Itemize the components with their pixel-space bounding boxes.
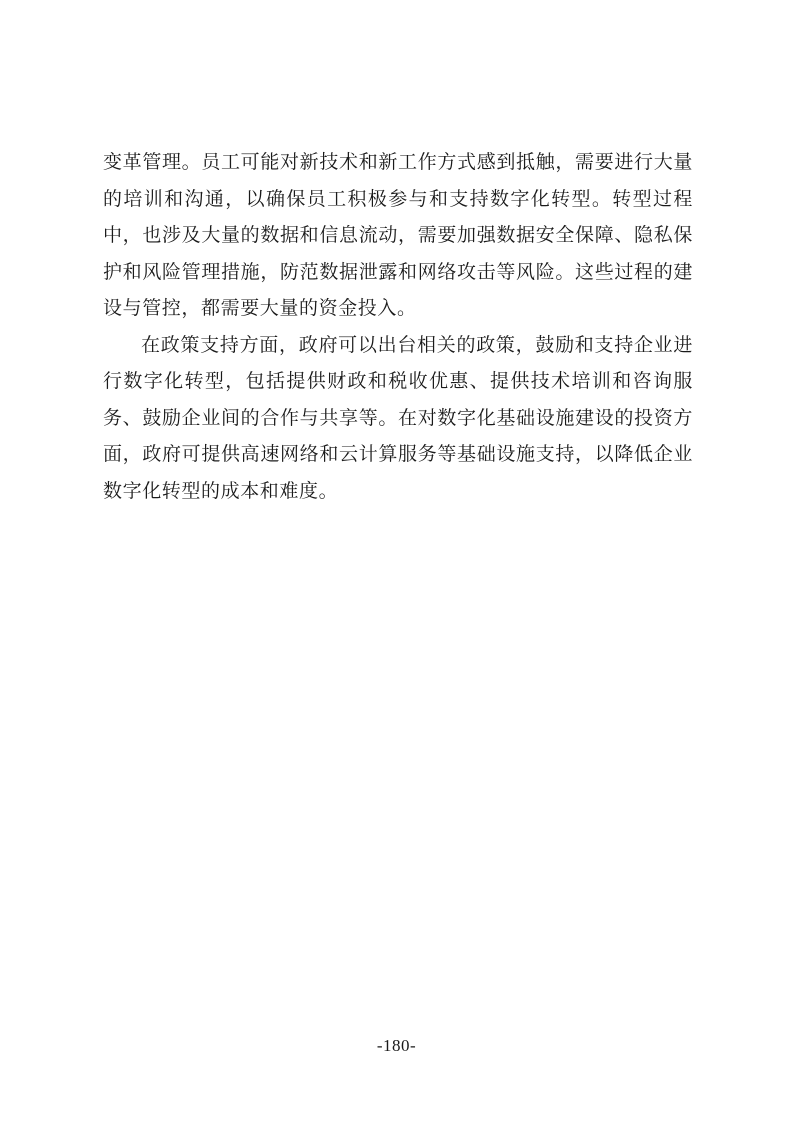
page-number: -180-: [376, 1036, 417, 1055]
body-text: [103, 144, 693, 509]
paragraph-1: 变革管理。员工可能对新技术和新工作方式感到抵触，需要进行大量的培训和沟通，以确保员工积极参与和支持数字化转型。转型过程中，也涉及大量的数据和信息流动，需要加强数据安全保障、隐私保护和风险管理措施，防范数据泄露和网络攻击等风险。这些过程的建设与管控，都需要大量的资金投入。: [103, 151, 693, 319]
paragraph-2: 在政策支持方面，政府可以出台相关的政策，鼓励和支持企业进行数字化转型，包括提供财政和税收优惠、提供技术培训和咨询服务、鼓励企业间的合作与共享等。在对数字化基础设施建设的投资方面，政府可提供高速网络和云计算服务等基础设施支持，以降低企业数字化转型的成本和难度。: [103, 333, 693, 502]
